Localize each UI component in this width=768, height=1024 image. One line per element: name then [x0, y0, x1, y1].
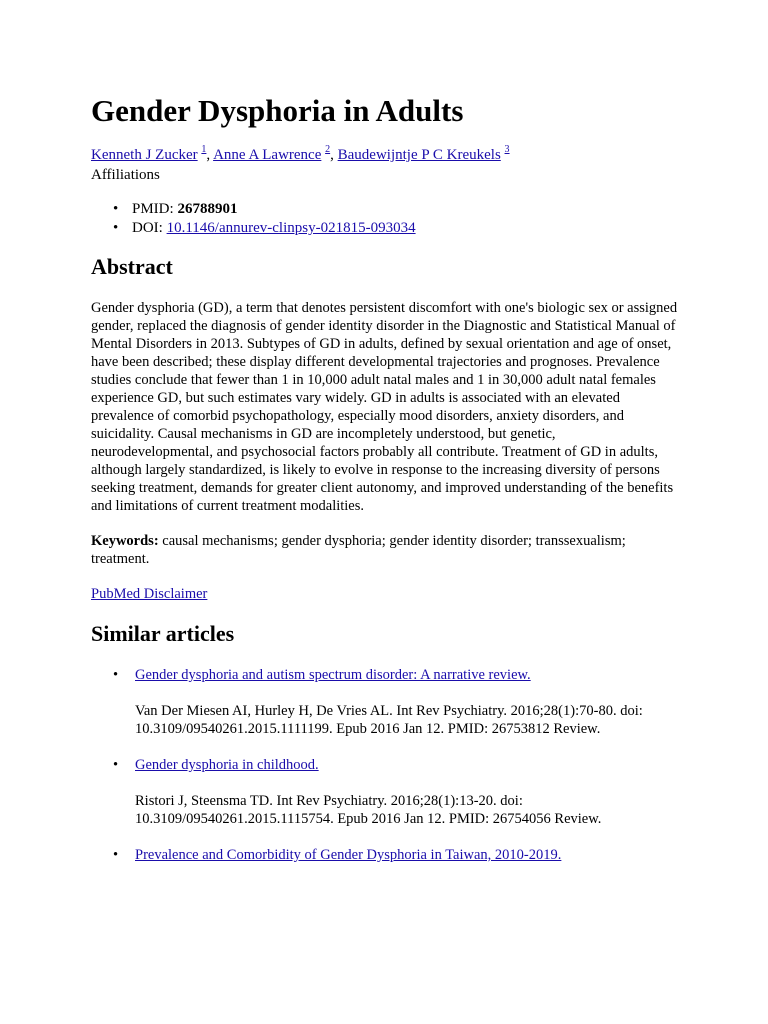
article-title: Gender Dysphoria in Adults — [91, 93, 464, 128]
similar-article-link[interactable]: Gender dysphoria in childhood. — [135, 757, 319, 773]
bullet: • — [113, 220, 119, 236]
author-link-zucker[interactable]: Kenneth J Zucker — [91, 147, 198, 163]
author-separator: , — [330, 147, 338, 163]
identifier-list — [91, 200, 416, 238]
keywords — [91, 532, 671, 568]
pubmed-disclaimer-link[interactable]: PubMed Disclaimer — [91, 586, 208, 602]
pmid-label: PMID: — [132, 201, 178, 217]
similar-article-link[interactable]: Prevalence and Comorbidity of Gender Dysphoria in Taiwan, 2010-2019. — [135, 847, 562, 863]
similar-article-item — [91, 666, 691, 738]
keywords-text: causal mechanisms; gender dysphoria; gender identity disorder; transsexualism; treatment. — [91, 533, 626, 567]
similar-article-item — [91, 756, 691, 828]
affiliations-toggle[interactable]: Affiliations — [91, 167, 160, 183]
bullet: • — [113, 201, 119, 217]
author-list — [91, 146, 510, 164]
similar-article-citation: Ristori J, Steensma TD. Int Rev Psychiatry. 2016;28(1):13-20. doi: 10.3109/09540261.2015.1115754. Epub 2016 Jan 12. PMID: 26754056 Review. — [135, 793, 602, 827]
author-affiliation-3[interactable]: 3 — [504, 144, 510, 155]
similar-article-link[interactable]: Gender dysphoria and autism spectrum disorder: A narrative review. — [135, 667, 531, 683]
author-affiliation-1[interactable]: 1 — [201, 144, 207, 155]
abstract-text: Gender dysphoria (GD), a term that denotes persistent discomfort with one's biologic sex or assigned gender, replaced the diagnosis of gender identity disorder in the Diagnostic and Statistical Manual of Mental Disorders in 2013. Subtypes of GD in adults, defined by sexual orientation and age of onset, have been described; these display different developmental trajectories and prognoses. Prevalence studies conclude that fewer than 1 in 10,000 adult natal males and 1 in 30,000 adult natal females experience GD, but such estimates vary widely. GD in adults is associated with an elevated prevalence of comorbid psychopathology, especially mood disorders, anxiety disorders, and suicidality. Causal mechanisms in GD are incompletely understood, but genetic, neurodevelopmental, and psychosocial factors probably all contribute. Treatment of GD in adults, although largely standardized, is likely to evolve in response to the increasing diversity of persons seeking treatment, demands for greater client autonomy, and improved understanding of the benefits and limitations of current treatment modalities. — [91, 300, 678, 514]
keywords-label: Keywords: — [91, 533, 159, 549]
bullet: • — [113, 667, 119, 683]
pmid-item — [91, 200, 416, 219]
doi-label: DOI: — [132, 220, 167, 236]
similar-articles-heading: Similar articles — [91, 621, 235, 646]
author-link-kreukels[interactable]: Baudewijntje P C Kreukels — [337, 147, 501, 163]
bullet: • — [113, 757, 119, 773]
doi-item — [91, 219, 416, 238]
similar-articles-list — [91, 666, 691, 900]
pmid-value: 26788901 — [177, 201, 238, 217]
abstract-heading: Abstract — [91, 254, 173, 279]
similar-article-item — [91, 846, 691, 882]
author-affiliation-2[interactable]: 2 — [325, 144, 331, 155]
author-separator: , — [206, 147, 214, 163]
bullet: • — [113, 847, 119, 863]
similar-article-citation: Van Der Miesen AI, Hurley H, De Vries AL. Int Rev Psychiatry. 2016;28(1):70-80. doi: 10.3109/09540261.2015.1111199. Epub 2016 Jan 12. PMID: 26753812 Review. — [135, 703, 643, 737]
author-link-lawrence[interactable]: Anne A Lawrence — [213, 147, 322, 163]
doi-link[interactable]: 10.1146/annurev-clinpsy-021815-093034 — [166, 220, 416, 236]
